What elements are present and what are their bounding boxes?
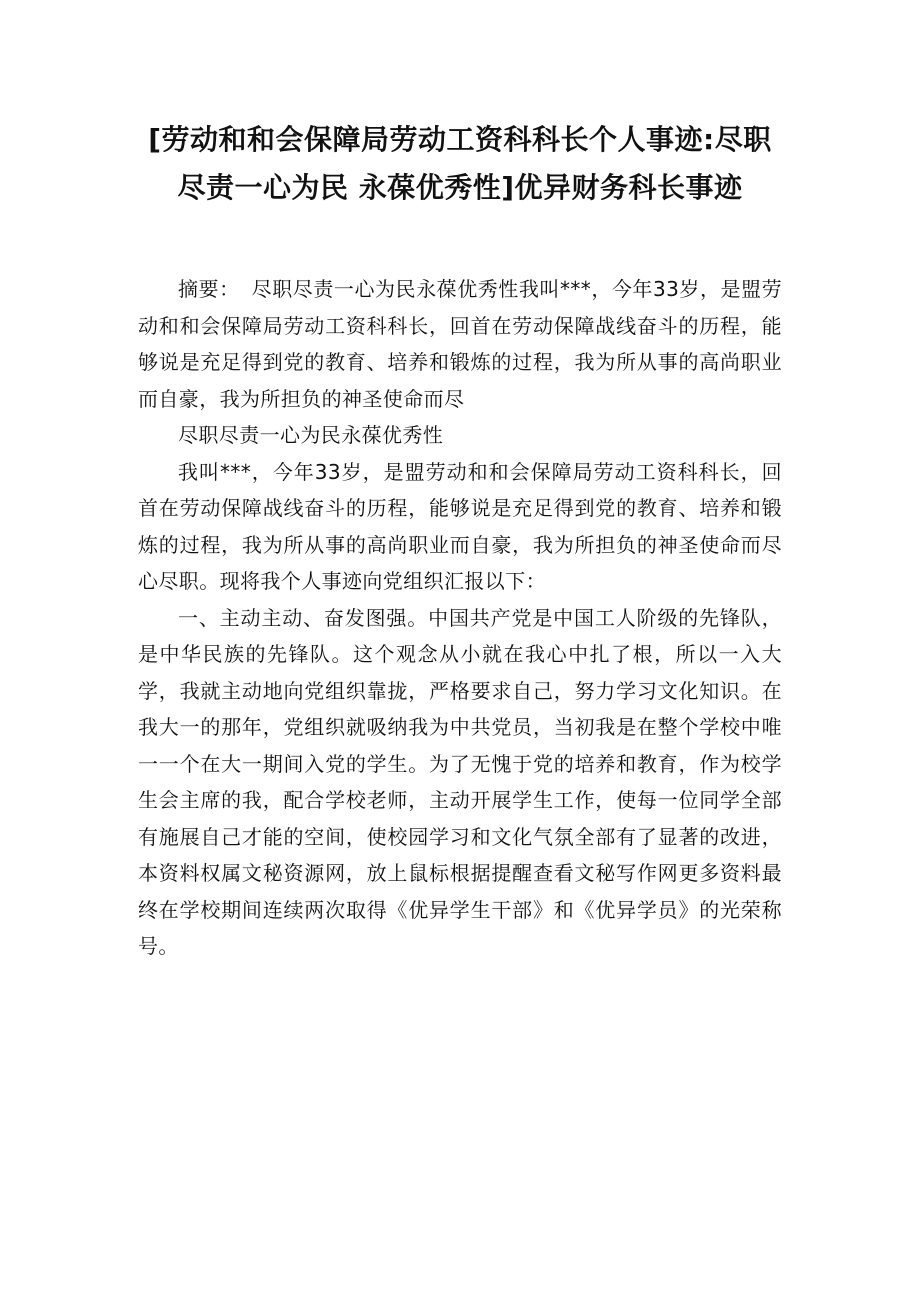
abstract-text: 尽职尽责一心为民永葆优秀性我叫***，今年33岁，是盟劳动和和会保障局劳动工资科科长，回首在劳动保障战线奋斗的历程，能够说是充足得到党的教育、培养和锻炼的过程，我为所从事的高尚职业而自豪，我为所担负的神圣使命而尽 (138, 277, 783, 411)
document-body (138, 271, 782, 965)
abstract-paragraph (138, 271, 782, 417)
document-title: [劳动和和会保障局劳动工资科科长个人事迹:尽职尽责一心为民 永葆优秀性]优异财务科长事迹 (148, 123, 772, 204)
body-paragraph-section-one: 一、主动主动、奋发图强。中国共产党是中国工人阶级的先锋队，是中华民族的先锋队。这个观念从小就在我心中扎了根，所以一入大学，我就主动地向党组织靠拢，严格要求自己，努力学习文化知识。在我大一的那年，党组织就吸纳我为中共党员，当初我是在整个学校中唯一一个在大一期间入党的学生。为了无愧于党的培养和教育，作为校学生会主席的我，配合学校老师，主动开展学生工作，使每一位同学全部有施展自己才能的空间，使校园学习和文化气氛全部有了显著的改进，本资料权属文秘资源网，放上鼠标根据提醒查看文秘写作网更多资料最终在学校期间连续两次取得《优异学生干部》和《优异学员》的光荣称号。 (138, 605, 782, 958)
body-paragraph-intro: 我叫***，今年33岁，是盟劳动和和会保障局劳动工资科科长，回首在劳动保障战线奋斗的历程，能够说是充足得到党的教育、培养和锻炼的过程，我为所从事的高尚职业而自豪，我为所担负的神圣使命而尽心尽职。现将我个人事迹向党组织汇报以下： (138, 459, 782, 593)
abstract-label: 摘要： (178, 277, 240, 301)
section-subtitle: 尽职尽责一心为民永葆优秀性 (178, 423, 444, 447)
